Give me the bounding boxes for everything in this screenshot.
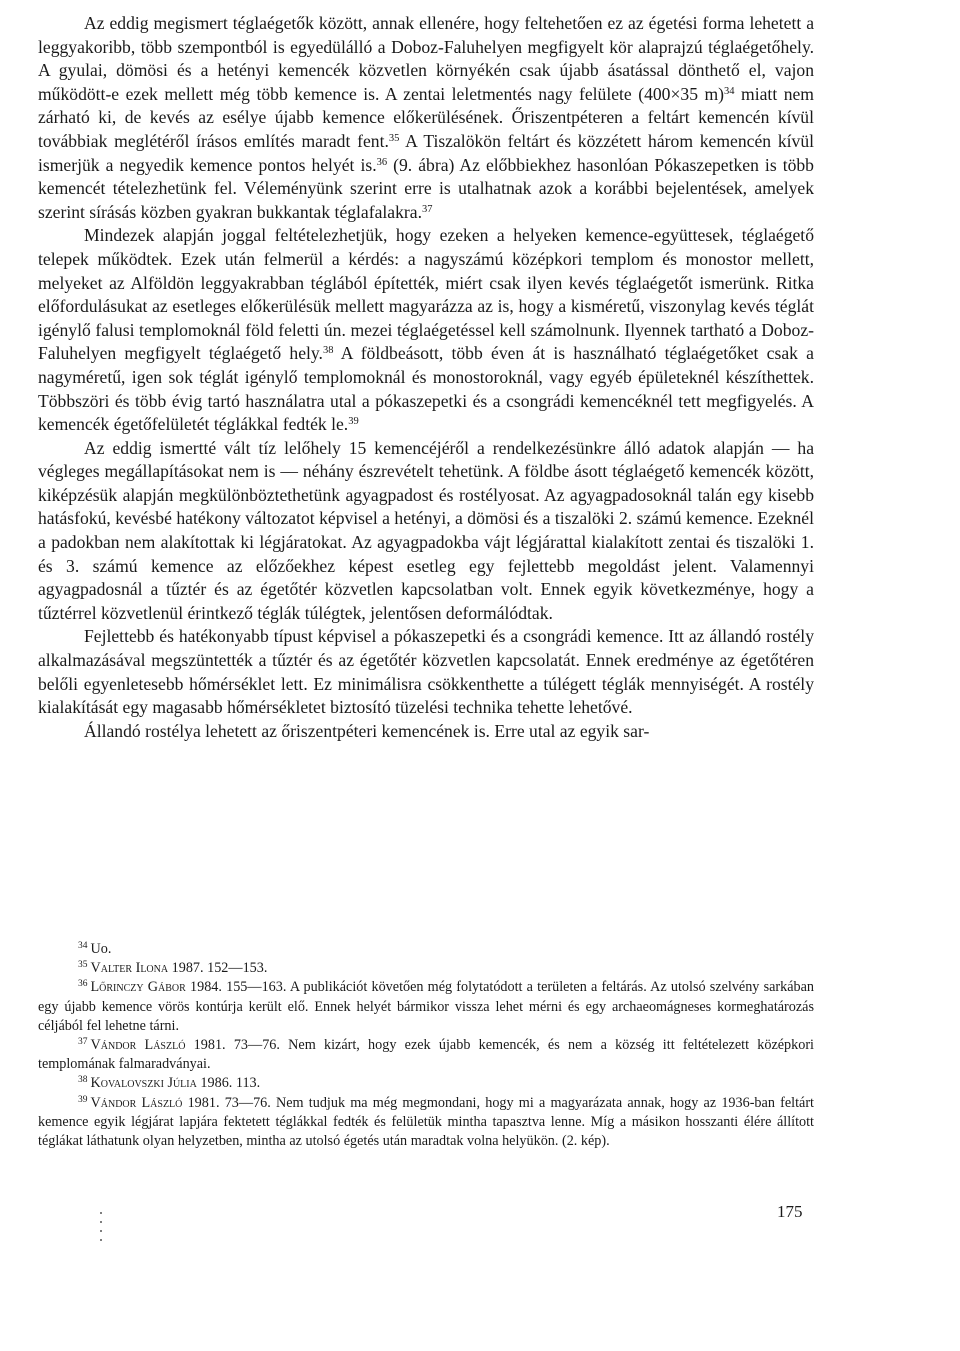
- footnote-text: 1986. 113.: [196, 1075, 261, 1092]
- footnotes: [38, 940, 814, 1151]
- paragraph-2: [38, 224, 814, 436]
- text-run: Az eddig megismert téglaégetők között, annak ellenére, hogy feltehetően ez az égetési forma lehetett a leggyakoribb, több szempontból is egyedülálló a Doboz-Faluhelyen megfigyelt kör alaprajzú téglaégetőhely. A gyulai, dömösi és a hetényi kemencék közvetlen környékén csak újabb ásatással dönthető el, vajon működött-e ezek mellett még több kemence is. A zentai leletmentés nagy felülete (400×35 m): [38, 13, 814, 104]
- footnote-text: 1981. 73—76. Nem kizárt, hogy ezek újabb kemencék, és nem a község itt feltételezett középkori templomának falmaradványai.: [38, 1037, 814, 1073]
- paragraph-5: Állandó rostélya lehetett az őriszentpéteri kemencének is. Erre utal az egyik sar-: [84, 720, 650, 741]
- footnote-37: [38, 1036, 814, 1074]
- footnote-text: 1987. 152—153.: [168, 960, 268, 977]
- text-run: miatt nem zárható ki, de kevés az esélye újabb kemence előkerülésének. Őriszentpéteren a feltárt kemencén kívül továbbiak meglétéről írásos említés maradt fent.: [38, 83, 814, 151]
- text-run: (9. ábra) Az előbbiekhez hasonlóan Pókaszepetken is több kemencét tételezhetünk fel. Véleményünk szerint erre is utalhatnak azok a korábbi bejelentések, amelyek szerint sírásás közben gyakran bukkantak téglafalakra.: [38, 154, 814, 222]
- footnote-34: [38, 940, 814, 959]
- paragraph-4: Fejlettebb és hatékonyabb típust képvisel a pókaszepetki és a csongrádi kemence. Itt az állandó rostély alkalmazásával megszüntették a tűztér és az égetőtér közvetlen kapcsolatát. Ennek eredménye az égetőtéren belőli egyenletesebb hőmérséklet lett. Ez minimálisra csökkenthette a túlégett téglák mennyiségét. A rostély kialakítását egy magasabb hőmérsékletet biztosító tüzelési technika tehette lehetővé.: [38, 626, 814, 718]
- footnote-ref[interactable]: 36: [376, 156, 388, 168]
- footnote-author: Kovalovszki Júlia: [90, 1075, 197, 1092]
- footnote-number: 39: [78, 1094, 88, 1105]
- scan-speckles: [100, 1212, 102, 1248]
- footnote-number: 34: [78, 941, 88, 951]
- footnote-author: Vándor László: [90, 1094, 183, 1111]
- page-number: 175: [777, 1202, 803, 1221]
- footnote-ref[interactable]: 34: [724, 85, 735, 97]
- footnote-39: [38, 1094, 814, 1152]
- footnote-ref[interactable]: 38: [322, 345, 334, 357]
- paragraph-3: Az eddig ismertté vált tíz lelőhely 15 kemencéjéről a rendelkezésünkre álló adatok alapján — ha végleges megállapításokat nem is — néhány észrevételt tehetünk. A földbe ásott téglaégető kemencék között, kiképzésük alapján megkülönböztethetünk agyagpadost és rostélyosat. Az agyagpadosoknál talán egy kisebb hatásfokú, kevésbé hatékony változatot képvisel a hetényi, a dömösi és a tiszalöki 2. számú kemence. Ezeknél a padokban nem alakítottak ki légjáratokat. Az agyagpadokba vájt légjárattal kialakított zentai és tiszalöki 1. és 3. számú kemence az előzőekhez képest esetleg egy fejlettebb megoldást jelent. Valamennyi agyagpadosnál a tűztér és az égetőtér közvetlen kapcsolatban volt. Ennek egyik következménye, hogy a tűztérrel közvetlenül érintkező téglák túlégtek, jelentősen deformálódtak.: [38, 437, 814, 623]
- text-run: A Tiszalökön feltárt és közzétett három kemencén kívül ismerjük a negyedik kemence pontos helyét is.: [38, 130, 814, 175]
- footnote-ref[interactable]: 37: [421, 203, 433, 215]
- footnote-author: Lőrinczy Gábor: [90, 979, 186, 996]
- footnote-38: [38, 1074, 814, 1093]
- footnote-number: 38: [78, 1075, 88, 1086]
- footnote-36: [38, 978, 814, 1036]
- footnote-number: 37: [78, 1037, 88, 1048]
- footnote-text: 1981. 73—76. Nem tudjuk ma még megmondani, hogy mi a magyarázata annak, hogy az 1936-ban feltárt kemence egyik légjárat lapjára fektetett téglákkal fedték és felületük mintha tapasztva lenne. Míg a másikon hosszanti élére állított téglákat láthatunk olyan helyzetben, mintha az utolsó égetés után maradtak volna helyükön. (2. kép).: [38, 1094, 814, 1150]
- text-run: Mindezek alapján joggal feltételezhetjük, hogy ezeken a helyeken kemence-együttesek, téglaégető telepek működtek. Ezek után felmerül a kérdés: a nagyszámú középkori templom és monostor mellett, melyeket az Alföldön leggyakrabban téglából építették, miért csak ilyen kevés téglaégetőt ismerünk. Ritka előfordulásukat az esetleges előkerülésük mellett magyarázza az is, hogy a kisméretű, viszonylag kevés téglát igénylő falusi templomoknál föld feletti ún. mezei téglaégetéssel kell számolnunk. Ilyennek tartható a Doboz-Faluhelyen megfigyelt téglaégető hely.: [38, 225, 814, 364]
- paragraph-1: [38, 12, 814, 224]
- footnote-author: Valter Ilona: [90, 960, 169, 977]
- main-text: [38, 12, 814, 743]
- footnote-text: 1984. 155—163. A publikációt követően még folytatódott a területen a feltárás. Az utolsó szelvény sarkában egy újabb kemence vörös kontúrja került elő. Ennek helyét bármikor vissza lehet mérni és egy archaeomágneses kormeghatározás céljából fel lehetne tárni.: [38, 979, 814, 1034]
- text-run: A földbeásott, több éven át is használható téglaégetőket csak a nagyméretű, igen sok téglát igénylő templomoknál és monostoroknál, vagy egyéb épületeknél készíthettek. Többszöri és több évig tartó használatra utal a pókaszepetki és a csongrádi kemencéknél tett megfigyelés. A kemencék égetőfelületét téglákkal fedték le.: [38, 343, 814, 435]
- footnote-text: Uo.: [90, 941, 112, 957]
- footnote-ref[interactable]: 35: [388, 132, 400, 144]
- footnote-ref[interactable]: 39: [348, 416, 359, 428]
- footnote-35: [38, 959, 814, 978]
- footnote-author: Vándor László: [90, 1037, 186, 1054]
- footnote-number: 36: [78, 979, 88, 990]
- footnote-number: 35: [78, 960, 88, 971]
